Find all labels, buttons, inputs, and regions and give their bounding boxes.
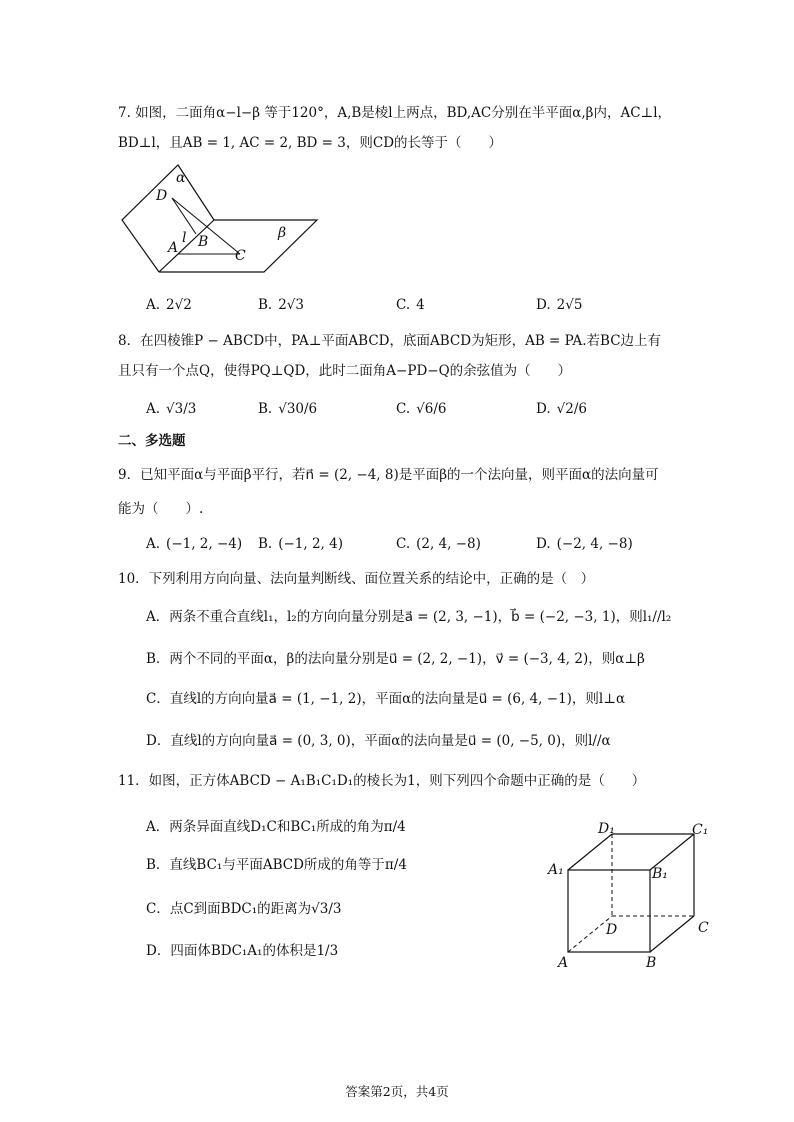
q7-option-a: A. 2√2 xyxy=(146,297,192,313)
q11-option-d: D．四面体BDC₁A₁的体积是1/3 xyxy=(146,943,339,959)
q11-stem: 11．如图，正方体ABCD − A₁B₁C₁D₁的棱长为1，则下列四个命题中正确的是（ ） xyxy=(118,773,646,789)
q10-option-b: B．两个不同的平面α，β的法向量分别是u⃗ = (2, 2, −1)，v⃗ = (−3, 4, 2)，则α⊥β xyxy=(146,651,645,667)
q7-label-l: l xyxy=(182,230,187,246)
q11-label-B1: B₁ xyxy=(652,866,668,882)
q7-option-c: C. 4 xyxy=(396,297,425,313)
section-heading-multiple-choice: 二、多选题 xyxy=(118,433,186,449)
q7-label-A: A xyxy=(168,240,179,256)
q7-stem-line2: BD⊥l，且AB = 1, AC = 2, BD = 3，则CD的长等于（ ） xyxy=(118,135,503,151)
q7-label-beta: β xyxy=(278,225,287,241)
q8-option-c: C. √6/6 xyxy=(396,401,447,417)
q11-cube-figure xyxy=(546,820,716,972)
q10-option-d: D．直线l的方向向量a⃗ = (0, 3, 0)，平面α的法向量是u⃗ = (0, −5, 0)，则l//α xyxy=(146,733,611,749)
q8-stem-line1: 8．在四棱锥P − ABCD中，PA⊥平面ABCD，底面ABCD为矩形，AB = PA.若BC边上有 xyxy=(118,333,662,349)
q11-label-A: A xyxy=(558,955,569,971)
q7-dihedral-figure xyxy=(114,162,324,277)
q9-stem-line1: 9．已知平面α与平面β平行，若n⃗ = (2, −4, 8)是平面β的一个法向量，则平面α的法向量可 xyxy=(118,467,659,483)
q8-option-b: B. √30/6 xyxy=(258,401,318,417)
q10-option-c: C．直线l的方向向量a⃗ = (1, −1, 2)，平面α的法向量是u⃗ = (6, 4, −1)，则l⊥α xyxy=(146,691,626,707)
q11-option-c: C．点C到面BDC₁的距离为√3/3 xyxy=(146,901,342,917)
q8-stem-line2: 且只有一个点Q，使得PQ⊥QD，此时二面角A−PD−Q的余弦值为（ ） xyxy=(118,363,572,379)
q7-option-d: D. 2√5 xyxy=(536,297,583,313)
q7-option-b: B. 2√3 xyxy=(258,297,304,313)
q8-option-d: D. √2/6 xyxy=(536,401,587,417)
q7-label-C: C xyxy=(235,248,246,264)
q9-stem-line2: 能为（ ）. xyxy=(118,501,204,517)
q7-label-D: D xyxy=(156,188,168,204)
q11-label-D1: D₁ xyxy=(598,821,615,837)
q7-label-alpha: α xyxy=(176,170,186,186)
q7-stem-line1: 7. 如图，二面角α−l−β 等于120°，A,B是棱l上两点，BD,AC分别在半平面α,β内，AC⊥l， xyxy=(118,105,672,121)
q10-stem: 10．下列利用方向向量、法向量判断线、面位置关系的结论中，正确的是（ ） xyxy=(118,571,595,587)
q10-option-a: A．两条不重合直线l₁，l₂的方向向量分别是a⃗ = (2, 3, −1)，b⃗ = (−2, −3, 1)，则l₁//l₂ xyxy=(146,609,672,625)
q9-option-a: A. (−1, 2, −4) xyxy=(146,536,243,552)
q11-label-C: C xyxy=(698,920,709,936)
q9-option-c: C. (2, 4, −8) xyxy=(396,536,481,552)
q11-label-C1: C₁ xyxy=(692,822,709,838)
q8-option-a: A. √3/3 xyxy=(146,401,197,417)
page-footer: 答案第2页，共4页 xyxy=(345,1084,449,1099)
q11-label-A1: A₁ xyxy=(548,862,564,878)
q9-option-b: B. (−1, 2, 4) xyxy=(258,536,343,552)
q7-label-B: B xyxy=(198,234,209,250)
q11-option-b: B．直线BC₁与平面ABCD所成的角等于π/4 xyxy=(146,857,407,873)
q11-label-B: B xyxy=(646,955,657,971)
q11-option-a: A．两条异面直线D₁C和BC₁所成的角为π/4 xyxy=(146,819,406,835)
q11-label-D: D xyxy=(606,922,618,938)
q9-option-d: D. (−2, 4, −8) xyxy=(536,536,633,552)
